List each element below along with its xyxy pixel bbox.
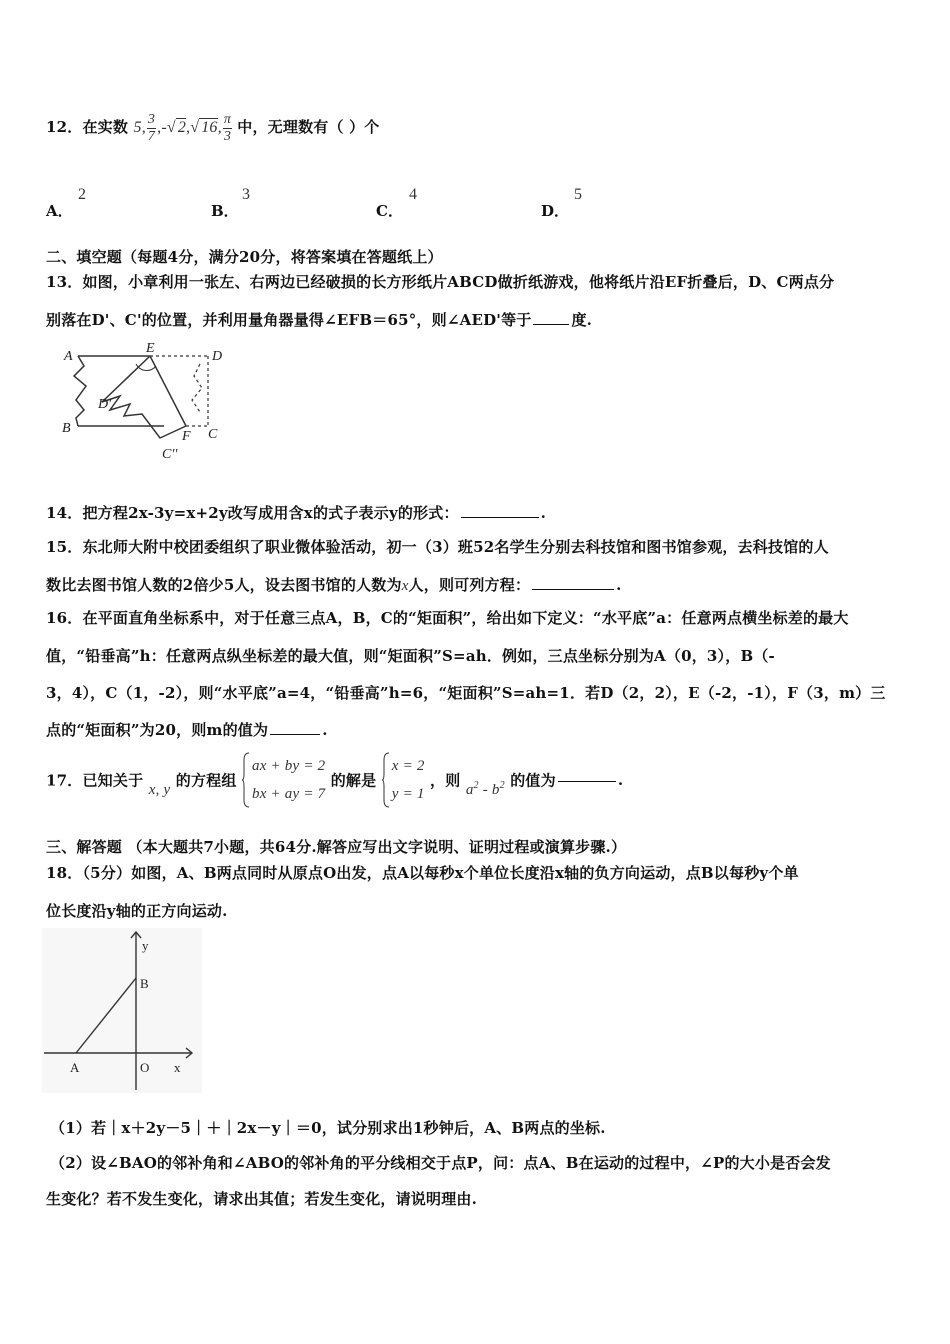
option-a-label: A． <box>46 202 73 220</box>
option-c-label: C． <box>376 202 403 220</box>
q16-line3: 3，4），C（1，-2），则“水平底”a=4，“铅垂高”h=6，“矩面积”S=ah=1．若D（2，2），E（-2，-1），F（3，m）三 <box>46 684 886 702</box>
label-x: x <box>174 1060 181 1075</box>
q12-line <box>46 112 380 145</box>
option-d-label: D． <box>541 202 570 220</box>
angle-mark <box>136 364 156 370</box>
label-a: A <box>70 1060 80 1075</box>
label-y: y <box>142 938 149 953</box>
q15-blank[interactable] <box>532 587 614 590</box>
option-b-label: B． <box>211 202 239 220</box>
q17-vars: x, y <box>148 782 171 798</box>
option-c-value: 4 <box>409 186 417 203</box>
label-e: E <box>146 342 155 356</box>
q13-line2: 别落在D'、C'的位置，并利用量角器量得∠EFB＝65°，则∠AED'等于 度. <box>46 311 593 329</box>
q14-blank[interactable] <box>461 515 539 518</box>
label-c: C <box>208 427 218 442</box>
label-d: D <box>212 349 223 364</box>
q15-line1: 15．东北师大附中校团委组织了职业微体验活动，初一（3）班52名学生分别去科技馆和图书馆参观，去科技馆的人 <box>46 538 829 556</box>
label-a: A <box>64 349 73 364</box>
section3-title: 三、解答题 （本大题共7小题，共64分.解答应写出文字说明、证明过程或演算步骤.） <box>46 838 627 856</box>
q13-line1: 13．如图，小章利用一张左、右两边已经破损的长方形纸片ABCD做折纸游戏，他将纸片沿EF折叠后，D、C两点分 <box>46 273 835 291</box>
q16-blank[interactable] <box>270 732 320 735</box>
option-a-value: 2 <box>78 186 86 203</box>
label-c-prime: C'' <box>162 447 178 462</box>
q18-part2-line1: （2）设∠BAO的邻补角和∠ABO的邻补角的平分线相交于点P，问：点A、B在运动的过程中，∠P的大小是否会发 <box>50 1154 831 1172</box>
q12-numbers: 5, $\frac{3}{7}$ ,-√ 2,√ 16, $\frac{\pi}{3}$ <box>133 112 232 144</box>
dashed-torn-right <box>192 364 202 412</box>
q16-line4: 点的“矩面积”为20，则m的值为 . <box>46 721 328 739</box>
option-d-value: 5 <box>574 186 582 203</box>
q17-system: ax + by = 2 bx + ay = 7 <box>242 752 325 808</box>
q18-figure <box>42 928 202 1093</box>
q17-expression: $a^2 - b^2$ <box>465 780 505 798</box>
label-o: O <box>140 1060 150 1075</box>
q18-line1: 18．（5分）如图，A、B两点同时从原点O出发，点A以每秒x个单位长度沿x轴的负方向运动，点B以每秒y个单 <box>46 864 799 882</box>
section2-title: 二、填空题（每题4分，满分20分，将答案填在答题纸上） <box>46 248 443 266</box>
q17-line: 17．已知关于 x, y 的方程组 ax + by = 2 bx + ay = 7 的解是 x = 2 y = 1 ，则 $a^2 - b^2$ 的值为 . <box>46 752 623 814</box>
q12-prefix: 12．在实数 <box>46 118 129 137</box>
label-d-prime: D' <box>98 397 112 412</box>
option-b-value: 3 <box>242 186 250 203</box>
label-b: B <box>140 976 149 991</box>
q15-line2: 数比去图书馆人数的2倍少5人，设去图书馆的人数为x人，则可列方程： . <box>46 576 622 594</box>
q18-part1: （1）若｜x＋2y－5｜＋｜2x－y｜＝0，试分别求出1秒钟后，A、B两点的坐标. <box>50 1119 606 1137</box>
q18-line2: 位长度沿y轴的正方向运动. <box>46 902 228 920</box>
q18-part2-line2: 生变化？若不发生变化，请求出其值；若发生变化，请说明理由. <box>46 1190 478 1208</box>
label-b: B <box>62 421 71 436</box>
q17-blank[interactable] <box>558 779 616 782</box>
q15-var-x: x <box>401 578 409 594</box>
q14-line: 14．把方程2x-3y=x+2y改写成用含x的式子表示y的形式： . <box>46 504 547 522</box>
q16-line2: 值，“铅垂高”h：任意两点纵坐标差的最大值，则“矩面积”S=ah．例如，三点坐标分别为A（0，3），B（- <box>46 647 775 665</box>
q13-blank[interactable] <box>533 322 569 325</box>
q16-line1: 16．在平面直角坐标系中，对于任意三点A，B，C的“矩面积”，给出如下定义：“水平底”a：任意两点横坐标差的最大 <box>46 609 849 627</box>
q17-solution: x = 2 y = 1 <box>382 752 425 808</box>
q12-suffix: 中，无理数有（ ）个 <box>237 118 380 137</box>
label-f: F <box>182 429 191 444</box>
torn-left-edge <box>74 356 86 426</box>
q13-figure <box>58 342 238 462</box>
